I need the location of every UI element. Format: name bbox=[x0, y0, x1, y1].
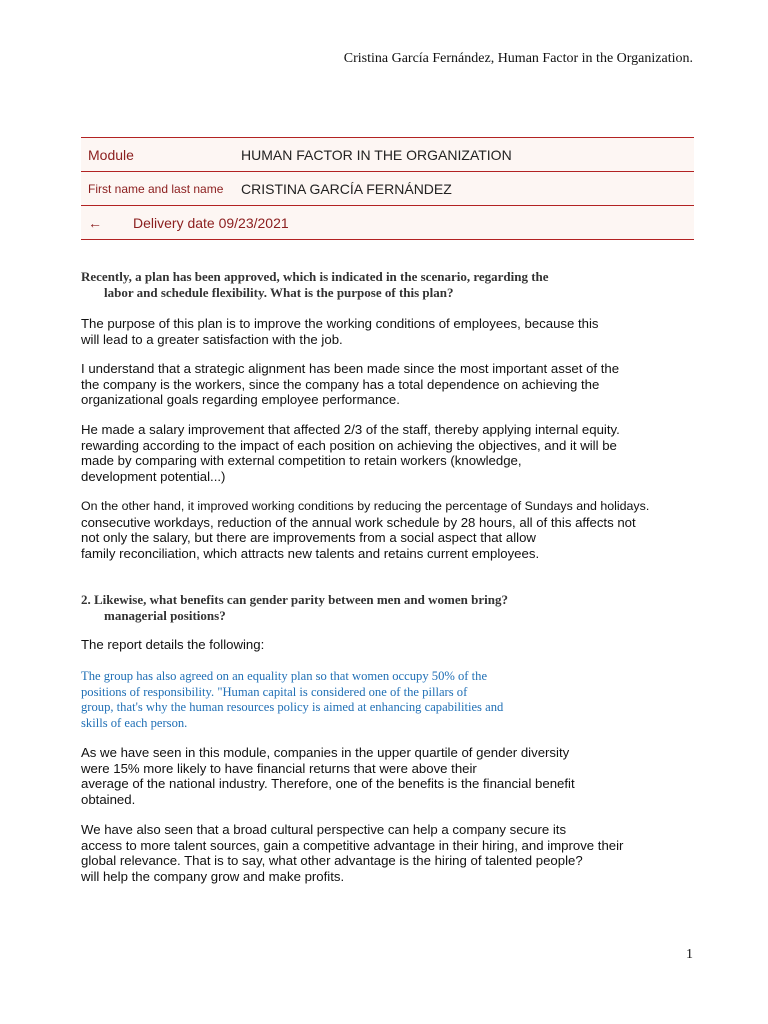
question-2 bbox=[81, 592, 621, 624]
quote-line: The group has also agreed on an equality plan so that women occupy 50% of the bbox=[81, 669, 488, 683]
paragraph-3 bbox=[81, 422, 620, 484]
paragraph-2 bbox=[81, 361, 619, 408]
arrow-left-icon: ← bbox=[88, 214, 102, 231]
question-2-line-2: managerial positions? bbox=[104, 608, 226, 623]
question-2-line-1: 2. Likewise, what benefits can gender parity between men and women bring? bbox=[81, 592, 508, 607]
paragraph-1 bbox=[81, 316, 599, 347]
page-number: 1 bbox=[686, 947, 693, 962]
paragraph-line: The purpose of this plan is to improve the working conditions of employees, because this bbox=[81, 316, 599, 331]
paragraph-line: access to more talent sources, gain a competitive advantage in their hiring, and improve their bbox=[81, 837, 624, 853]
quote-line: skills of each person. bbox=[81, 715, 188, 730]
delivery-row bbox=[81, 206, 694, 240]
paragraph-6 bbox=[81, 745, 575, 807]
name-label: First name and last name bbox=[88, 181, 224, 196]
module-row bbox=[81, 138, 694, 172]
question-1-line-2: labor and schedule flexibility. What is the purpose of this plan? bbox=[104, 285, 454, 300]
paragraph-line: I understand that a strategic alignment has been made since the most important asset of the bbox=[81, 361, 620, 376]
paragraph-line: not only the salary, but there are improvements from a social aspect that allow bbox=[81, 530, 536, 546]
paragraph-line: organizational goals regarding employee performance. bbox=[81, 392, 400, 408]
paragraph-line: consecutive workdays, reduction of the annual work schedule by 28 hours, all of this affects not bbox=[81, 514, 636, 530]
info-table bbox=[81, 137, 694, 240]
paragraph-line: the company is the workers, since the company has a total dependence on achieving the bbox=[81, 376, 600, 392]
name-value: CRISTINA GARCÍA FERNÁNDEZ bbox=[241, 180, 452, 197]
paragraph-line: made by comparing with external competition to retain workers (knowledge, bbox=[81, 453, 522, 469]
paragraph-line: global relevance. That is to say, what other advantage is the hiring of talented people? bbox=[81, 853, 583, 869]
delivery-date: Delivery date 09/23/2021 bbox=[133, 214, 289, 231]
paragraph-line: On the other hand, it improved working conditions by reducing the percentage of Sundays and holidays. bbox=[81, 499, 650, 513]
paragraph-line: rewarding according to the impact of each position on achieving the objectives, and it will be bbox=[81, 437, 617, 453]
name-row bbox=[81, 172, 694, 206]
question-1-line-1: Recently, a plan has been approved, which is indicated in the scenario, regarding the bbox=[81, 269, 549, 284]
question-1 bbox=[81, 269, 679, 301]
paragraph-4 bbox=[81, 499, 649, 561]
paragraph-line: obtained. bbox=[81, 791, 136, 807]
quote-line: group, that's why the human resources policy is aimed at enhancing capabilities and bbox=[81, 700, 504, 715]
page-header: Cristina García Fernández, Human Factor in the Organization. bbox=[343, 51, 693, 66]
module-label: Module bbox=[88, 146, 134, 163]
report-quote bbox=[81, 669, 595, 731]
quote-line: positions of responsibility. "Human capital is considered one of the pillars of bbox=[81, 684, 468, 699]
paragraph-line: development potential...) bbox=[81, 468, 226, 484]
module-value: HUMAN FACTOR IN THE ORGANIZATION bbox=[241, 146, 512, 163]
paragraph-line: As we have seen in this module, companies in the upper quartile of gender diversity bbox=[81, 745, 570, 760]
paragraph-7 bbox=[81, 822, 623, 884]
paragraph-line: family reconciliation, which attracts new talents and retains current employees. bbox=[81, 545, 540, 561]
paragraph-line: will help the company grow and make profits. bbox=[81, 868, 345, 884]
paragraph-line: average of the national industry. Therefore, one of the benefits is the financial benefit bbox=[81, 776, 575, 792]
paragraph-line: will lead to a greater satisfaction with the job. bbox=[81, 331, 343, 347]
paragraph-line: We have also seen that a broad cultural perspective can help a company secure its bbox=[81, 822, 567, 837]
paragraph-line: He made a salary improvement that affected 2/3 of the staff, thereby applying internal equity. bbox=[81, 422, 620, 437]
paragraph-5: The report details the following: bbox=[81, 637, 265, 652]
paragraph-line: were 15% more likely to have financial returns that were above their bbox=[81, 760, 477, 776]
